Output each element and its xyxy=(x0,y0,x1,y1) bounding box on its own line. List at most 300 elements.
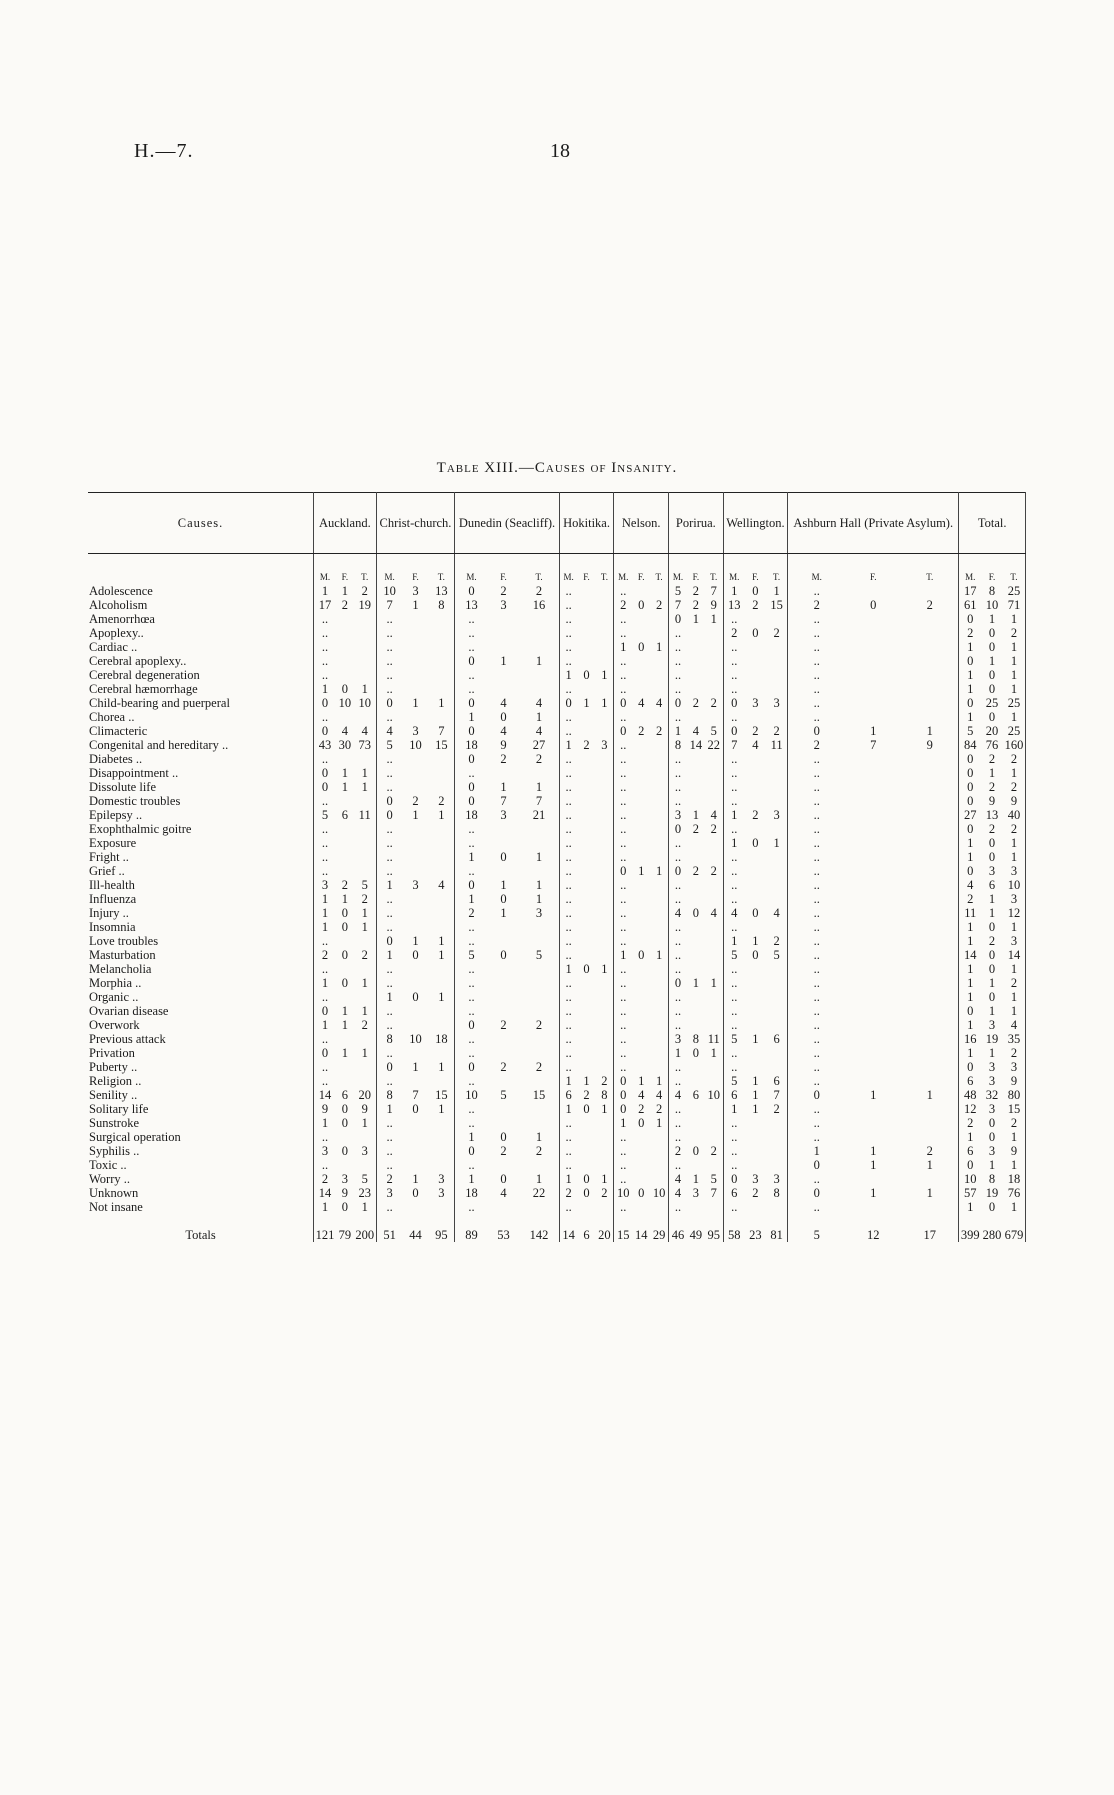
count-cell: 1 xyxy=(1003,836,1026,850)
table-row xyxy=(88,1102,1026,1116)
count-cell xyxy=(354,962,376,976)
count-cell xyxy=(901,906,959,920)
table-row xyxy=(88,1046,1026,1060)
cause-cell xyxy=(88,920,314,934)
count-cell xyxy=(403,1018,429,1032)
count-cell xyxy=(578,724,596,738)
count-cell xyxy=(403,626,429,640)
count-cell xyxy=(403,1158,429,1172)
cause-cell xyxy=(88,668,314,682)
count-cell: 15 xyxy=(519,1088,559,1102)
count-cell xyxy=(705,934,723,948)
count-cell: .. xyxy=(813,640,820,654)
count-cell: 9 xyxy=(1003,1074,1026,1088)
count-cell: 0 xyxy=(341,1200,348,1214)
count-cell: 2 xyxy=(752,808,759,822)
count-cell: 0 xyxy=(731,724,738,738)
sex-subheader: M. xyxy=(384,572,395,582)
cause-label: Child-bearing and puerperal xyxy=(89,696,230,710)
count-cell: .. xyxy=(386,976,393,990)
count-cell: 0 xyxy=(386,794,393,808)
count-cell xyxy=(650,836,668,850)
count-cell: 0 xyxy=(412,990,419,1004)
count-cell xyxy=(403,1200,429,1214)
count-cell: .. xyxy=(674,682,682,696)
count-cell: .. xyxy=(813,864,820,878)
count-cell: 1 xyxy=(620,640,627,654)
count-cell: 3 xyxy=(428,1172,455,1186)
count-cell xyxy=(595,766,613,780)
count-cell: .. xyxy=(565,1200,572,1214)
sex-subheader: T. xyxy=(705,554,723,585)
count-cell: 0 xyxy=(341,948,348,962)
count-cell: 2 xyxy=(354,892,376,906)
count-cell xyxy=(901,962,959,976)
count-cell: 2 xyxy=(1003,976,1026,990)
count-cell: 2 xyxy=(705,864,723,878)
total-cell: 142 xyxy=(519,1214,559,1242)
count-cell: 1 xyxy=(967,682,974,696)
count-cell: .. xyxy=(731,878,738,892)
count-cell: 2 xyxy=(967,892,974,906)
count-cell: 15 xyxy=(428,738,455,752)
count-cell: 0 xyxy=(988,626,996,640)
cause-cell xyxy=(88,780,314,794)
cause-label: Religion .. xyxy=(89,1074,142,1088)
count-cell xyxy=(745,920,766,934)
total-cell: 46 xyxy=(671,1228,685,1242)
count-cell: .. xyxy=(620,836,627,850)
count-cell xyxy=(428,668,455,682)
count-cell xyxy=(336,1060,354,1074)
count-cell: 1 xyxy=(870,1088,877,1102)
count-cell xyxy=(519,990,559,1004)
table-row xyxy=(88,976,1026,990)
count-cell: 1 xyxy=(967,1018,974,1032)
count-cell xyxy=(766,1200,788,1214)
table-row xyxy=(88,1032,1026,1046)
cause-cell xyxy=(88,1074,314,1088)
count-cell: 1 xyxy=(901,724,959,738)
count-cell xyxy=(403,906,429,920)
count-cell: .. xyxy=(674,1130,682,1144)
count-cell: 1 xyxy=(620,948,627,962)
count-cell: 4 xyxy=(967,878,974,892)
count-cell: 40 xyxy=(1003,808,1026,822)
count-cell xyxy=(354,752,376,766)
count-cell xyxy=(428,1158,455,1172)
count-cell: .. xyxy=(731,668,738,682)
count-cell xyxy=(766,878,788,892)
count-cell: 2 xyxy=(1003,1046,1026,1060)
count-cell xyxy=(519,1032,559,1046)
total-cell: 95 xyxy=(705,1214,723,1242)
count-cell xyxy=(632,668,650,682)
count-cell: 0 xyxy=(692,1144,699,1158)
count-cell: 3 xyxy=(428,1186,455,1200)
count-cell: .. xyxy=(321,990,329,1004)
count-cell xyxy=(578,822,596,836)
count-cell xyxy=(595,626,613,640)
count-cell: .. xyxy=(565,878,572,892)
count-cell xyxy=(766,976,788,990)
count-cell: 1 xyxy=(595,668,613,682)
table-row xyxy=(88,724,1026,738)
count-cell: .. xyxy=(674,1004,682,1018)
cause-label: Epilepsy .. xyxy=(89,808,143,822)
count-cell: 12 xyxy=(963,1102,977,1116)
count-cell: 1 xyxy=(321,1200,329,1214)
count-cell xyxy=(403,864,429,878)
count-cell xyxy=(901,1200,959,1214)
cause-label: Apoplexy.. xyxy=(89,626,144,640)
count-cell xyxy=(845,836,901,850)
count-cell: 25 xyxy=(985,696,999,710)
count-cell: .. xyxy=(813,906,820,920)
count-cell xyxy=(650,668,668,682)
count-cell xyxy=(595,934,613,948)
sex-subheader-row xyxy=(88,554,1026,585)
count-cell: 0 xyxy=(500,1130,507,1144)
count-cell: .. xyxy=(674,850,682,864)
count-cell xyxy=(901,696,959,710)
count-cell: 0 xyxy=(638,1116,645,1130)
count-cell: 2 xyxy=(500,584,507,598)
count-cell: 0 xyxy=(967,864,974,878)
count-cell: 5 xyxy=(500,1088,507,1102)
count-cell: .. xyxy=(620,1200,627,1214)
count-cell: .. xyxy=(813,766,820,780)
count-cell: .. xyxy=(620,1032,627,1046)
count-cell: 14 xyxy=(689,738,703,752)
count-cell: 3 xyxy=(1003,892,1026,906)
count-cell: .. xyxy=(468,962,475,976)
count-cell: 2 xyxy=(354,1018,376,1032)
total-cell: 679 xyxy=(1003,1214,1026,1242)
count-cell: 1 xyxy=(583,1074,590,1088)
count-cell xyxy=(766,1158,788,1172)
count-cell: 2 xyxy=(519,752,559,766)
count-cell: .. xyxy=(321,822,329,836)
count-cell: 1 xyxy=(412,598,419,612)
count-cell xyxy=(632,836,650,850)
count-cell: 2 xyxy=(705,696,723,710)
cause-label: Climacteric xyxy=(89,724,148,738)
count-cell: 1 xyxy=(412,1060,419,1074)
count-cell: 1 xyxy=(988,1046,996,1060)
cause-cell xyxy=(88,1088,314,1102)
count-cell: 1 xyxy=(354,976,376,990)
count-cell: 0 xyxy=(988,1116,996,1130)
count-cell: 10 xyxy=(409,1032,422,1046)
count-cell xyxy=(578,654,596,668)
count-cell xyxy=(519,1200,559,1214)
cause-cell xyxy=(88,1046,314,1060)
cause-cell xyxy=(88,1200,314,1214)
count-cell: 4 xyxy=(705,906,723,920)
count-cell xyxy=(705,766,723,780)
count-cell: .. xyxy=(813,934,820,948)
count-cell xyxy=(845,654,901,668)
count-cell xyxy=(901,794,959,808)
count-cell: 6 xyxy=(967,1144,974,1158)
count-cell: 4 xyxy=(731,906,738,920)
cause-label: Diabetes .. xyxy=(89,752,143,766)
cause-cell xyxy=(88,794,314,808)
cause-cell xyxy=(88,710,314,724)
count-cell xyxy=(519,626,559,640)
count-cell xyxy=(632,1172,650,1186)
count-cell: 1 xyxy=(813,1144,820,1158)
count-cell xyxy=(650,850,668,864)
count-cell: 13 xyxy=(428,584,455,598)
count-cell: .. xyxy=(674,626,682,640)
count-cell xyxy=(578,850,596,864)
count-cell: .. xyxy=(565,892,572,906)
count-cell xyxy=(687,1116,705,1130)
count-cell xyxy=(519,1046,559,1060)
count-cell xyxy=(632,654,650,668)
cause-label: Senility .. xyxy=(89,1088,138,1102)
count-cell: .. xyxy=(321,934,329,948)
count-cell xyxy=(745,976,766,990)
count-cell: .. xyxy=(468,668,475,682)
count-cell xyxy=(745,1046,766,1060)
count-cell: 0 xyxy=(813,724,820,738)
count-cell: 2 xyxy=(638,1102,645,1116)
count-cell: .. xyxy=(731,752,738,766)
count-cell: .. xyxy=(674,668,682,682)
count-cell: 2 xyxy=(752,724,759,738)
count-cell: .. xyxy=(731,1130,738,1144)
count-cell: 10 xyxy=(383,584,396,598)
count-cell xyxy=(488,1032,520,1046)
count-cell: .. xyxy=(731,1018,738,1032)
count-cell: 2 xyxy=(988,780,996,794)
count-cell xyxy=(595,584,613,598)
count-cell: 0 xyxy=(692,906,699,920)
count-cell xyxy=(595,1018,613,1032)
cause-label: Morphia .. xyxy=(89,976,142,990)
count-cell: 2 xyxy=(341,598,348,612)
count-cell xyxy=(766,780,788,794)
count-cell xyxy=(901,808,959,822)
count-cell xyxy=(488,990,520,1004)
count-cell xyxy=(901,1074,959,1088)
count-cell xyxy=(428,766,455,780)
count-cell: .. xyxy=(386,962,393,976)
count-cell xyxy=(595,976,613,990)
cause-label: Sunstroke xyxy=(89,1116,139,1130)
count-cell xyxy=(650,1130,668,1144)
count-cell xyxy=(488,1074,520,1088)
count-cell xyxy=(901,668,959,682)
count-cell: 4 xyxy=(638,1088,645,1102)
count-cell: .. xyxy=(620,710,627,724)
count-cell xyxy=(901,1130,959,1144)
count-cell: .. xyxy=(386,1046,393,1060)
count-cell xyxy=(428,1004,455,1018)
count-cell: .. xyxy=(565,976,572,990)
table-row xyxy=(88,906,1026,920)
sex-subheader: T. xyxy=(901,554,959,585)
count-cell: 11 xyxy=(354,808,376,822)
count-cell: .. xyxy=(321,1130,329,1144)
count-cell: 0 xyxy=(341,1144,348,1158)
count-cell: 11 xyxy=(964,906,977,920)
count-cell: 1 xyxy=(321,920,329,934)
count-cell: .. xyxy=(321,962,329,976)
count-cell xyxy=(745,878,766,892)
page-reference: H.—7. xyxy=(134,140,194,162)
count-cell: 0 xyxy=(988,1130,996,1144)
count-cell xyxy=(519,934,559,948)
sex-subheader: F. xyxy=(583,572,590,582)
count-cell xyxy=(403,1004,429,1018)
count-cell xyxy=(687,1018,705,1032)
total-cell: 280 xyxy=(982,1228,1002,1242)
count-cell: 1 xyxy=(428,1060,455,1074)
count-cell: 0 xyxy=(731,696,738,710)
count-cell: 2 xyxy=(988,822,996,836)
count-cell: 0 xyxy=(967,780,974,794)
count-cell: .. xyxy=(386,822,393,836)
total-cell: 89 xyxy=(465,1228,478,1242)
total-cell: 20 xyxy=(595,1214,613,1242)
institution-header: Total. xyxy=(959,493,1026,554)
count-cell xyxy=(428,752,455,766)
count-cell: .. xyxy=(386,654,393,668)
count-cell: 1 xyxy=(967,990,974,1004)
count-cell: 27 xyxy=(519,738,559,752)
count-cell: 1 xyxy=(766,584,788,598)
table-row xyxy=(88,1200,1026,1214)
count-cell xyxy=(705,752,723,766)
institution-header: Nelson. xyxy=(614,493,669,554)
count-cell: 2 xyxy=(705,1144,723,1158)
count-cell: 2 xyxy=(692,598,699,612)
table-row xyxy=(88,892,1026,906)
count-cell: 1 xyxy=(519,710,559,724)
cause-cell xyxy=(88,682,314,696)
cause-cell xyxy=(88,808,314,822)
count-cell xyxy=(403,1116,429,1130)
count-cell: 2 xyxy=(692,864,699,878)
count-cell: .. xyxy=(674,780,682,794)
count-cell: 0 xyxy=(321,1046,329,1060)
count-cell: .. xyxy=(674,934,682,948)
count-cell xyxy=(650,808,668,822)
count-cell: 1 xyxy=(752,1074,759,1088)
count-cell: 1 xyxy=(870,724,877,738)
count-cell: 1 xyxy=(428,934,455,948)
count-cell xyxy=(336,1074,354,1088)
count-cell: 1 xyxy=(692,612,699,626)
count-cell: 3 xyxy=(674,808,682,822)
cause-label: Fright .. xyxy=(89,850,129,864)
count-cell: 5 xyxy=(731,1074,738,1088)
count-cell: .. xyxy=(565,724,572,738)
total-cell: 81 xyxy=(766,1214,788,1242)
count-cell: .. xyxy=(468,766,475,780)
count-cell: .. xyxy=(386,1018,393,1032)
count-cell: 12 xyxy=(1003,906,1026,920)
count-cell: .. xyxy=(731,1116,738,1130)
count-cell: 8 xyxy=(428,598,455,612)
count-cell xyxy=(901,934,959,948)
count-cell: .. xyxy=(731,990,738,1004)
count-cell: .. xyxy=(386,836,393,850)
count-cell: 1 xyxy=(321,1018,329,1032)
count-cell xyxy=(705,878,723,892)
count-cell: .. xyxy=(620,668,627,682)
count-cell xyxy=(766,822,788,836)
count-cell: 0 xyxy=(500,850,507,864)
totals-label-text: Totals xyxy=(185,1228,216,1242)
count-cell xyxy=(687,710,705,724)
count-cell: 4 xyxy=(519,696,559,710)
count-cell xyxy=(403,752,429,766)
count-cell xyxy=(595,1004,613,1018)
count-cell: 1 xyxy=(500,780,507,794)
count-cell: .. xyxy=(468,1074,475,1088)
count-cell xyxy=(632,934,650,948)
count-cell xyxy=(578,612,596,626)
count-cell: .. xyxy=(468,626,475,640)
count-cell: 1 xyxy=(565,668,572,682)
count-cell: .. xyxy=(565,1116,572,1130)
count-cell: 1 xyxy=(752,1102,759,1116)
count-cell: 0 xyxy=(468,584,475,598)
count-cell: 0 xyxy=(321,780,329,794)
count-cell: 1 xyxy=(731,808,738,822)
count-cell xyxy=(845,1060,901,1074)
count-cell: 0 xyxy=(341,682,348,696)
count-cell xyxy=(766,850,788,864)
count-cell: 160 xyxy=(1003,738,1026,752)
count-cell: .. xyxy=(731,822,738,836)
count-cell xyxy=(687,948,705,962)
count-cell: .. xyxy=(620,920,627,934)
count-cell xyxy=(595,1144,613,1158)
count-cell xyxy=(428,906,455,920)
table-row xyxy=(88,612,1026,626)
count-cell: .. xyxy=(813,1074,820,1088)
count-cell: 1 xyxy=(595,696,613,710)
count-cell xyxy=(488,934,520,948)
count-cell: 10 xyxy=(650,1186,668,1200)
count-cell xyxy=(354,654,376,668)
total-cell: 399 xyxy=(960,1228,980,1242)
table-row xyxy=(88,822,1026,836)
count-cell: .. xyxy=(813,612,820,626)
count-cell: 20 xyxy=(354,1088,376,1102)
count-cell: 1 xyxy=(500,906,507,920)
count-cell xyxy=(687,640,705,654)
count-cell: 4 xyxy=(674,1088,682,1102)
count-cell: .. xyxy=(813,836,820,850)
count-cell xyxy=(403,962,429,976)
count-cell: 80 xyxy=(1003,1088,1026,1102)
count-cell xyxy=(845,948,901,962)
institution-header: Hokitika. xyxy=(559,493,614,554)
count-cell: 9 xyxy=(1003,794,1026,808)
count-cell xyxy=(845,640,901,654)
count-cell: 1 xyxy=(1003,1130,1026,1144)
count-cell: .. xyxy=(565,1158,572,1172)
count-cell: .. xyxy=(468,836,475,850)
count-cell: 0 xyxy=(620,1088,627,1102)
